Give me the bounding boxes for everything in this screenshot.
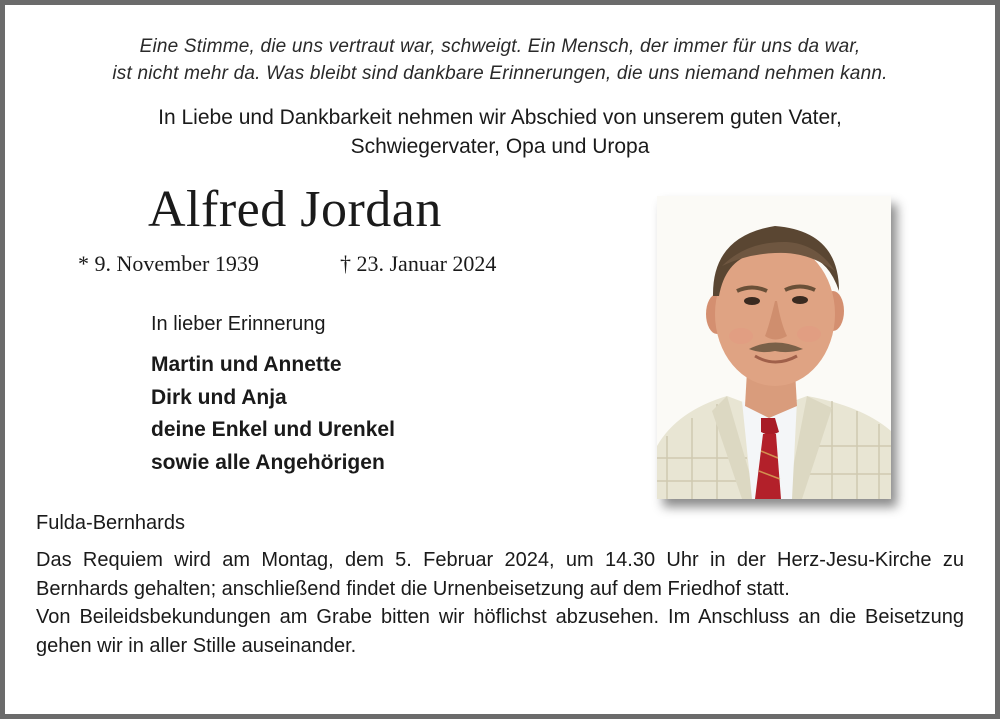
mourner-entry: Dirk und Anja xyxy=(151,385,287,409)
intro-line-1: In Liebe und Dankbarkeit nehmen wir Abschied von unserem guten Vater, xyxy=(158,106,842,129)
intro-line-2: Schwiegervater, Opa und Uropa xyxy=(350,135,650,158)
portrait-illustration xyxy=(657,196,891,499)
death-date: † 23. Januar 2024 xyxy=(340,251,497,276)
mourners-list xyxy=(151,349,395,479)
motto-line-1: Eine Stimme, die uns vertraut war, schweigt. Ein Mensch, der immer für uns da war, xyxy=(139,36,861,57)
location-text: Fulda-Bernhards xyxy=(36,512,185,534)
mourner-entry: sowie alle Angehörigen xyxy=(151,450,385,474)
portrait-photo xyxy=(657,196,891,499)
motto-quote xyxy=(0,33,1000,87)
mourner-entry: Martin und Annette xyxy=(151,353,342,376)
service-details xyxy=(36,546,964,660)
condolence-paragraph: Von Beileidsbekundungen am Grabe bitten wir höflichst abzusehen. Im Anschluss an die Beisetzung gehen wir in aller Stille auseinander. xyxy=(36,606,964,657)
birth-date: * 9. November 1939 xyxy=(78,251,259,276)
deceased-name: Alfred Jordan xyxy=(148,181,442,238)
intro-text xyxy=(0,103,1000,161)
memory-line: In lieber Erinnerung xyxy=(151,313,326,335)
requiem-paragraph: Das Requiem wird am Montag, dem 5. Februar 2024, um 14.30 Uhr in der Herz-Jesu-Kirche zu Bernhards gehalten; anschließend findet die Urnenbeisetzung auf dem Friedhof statt. xyxy=(36,549,964,600)
motto-line-2: ist nicht mehr da. Was bleibt sind dankbare Erinnerungen, die uns niemand nehmen kann. xyxy=(112,63,888,84)
mourner-entry: deine Enkel und Urenkel xyxy=(151,418,395,441)
